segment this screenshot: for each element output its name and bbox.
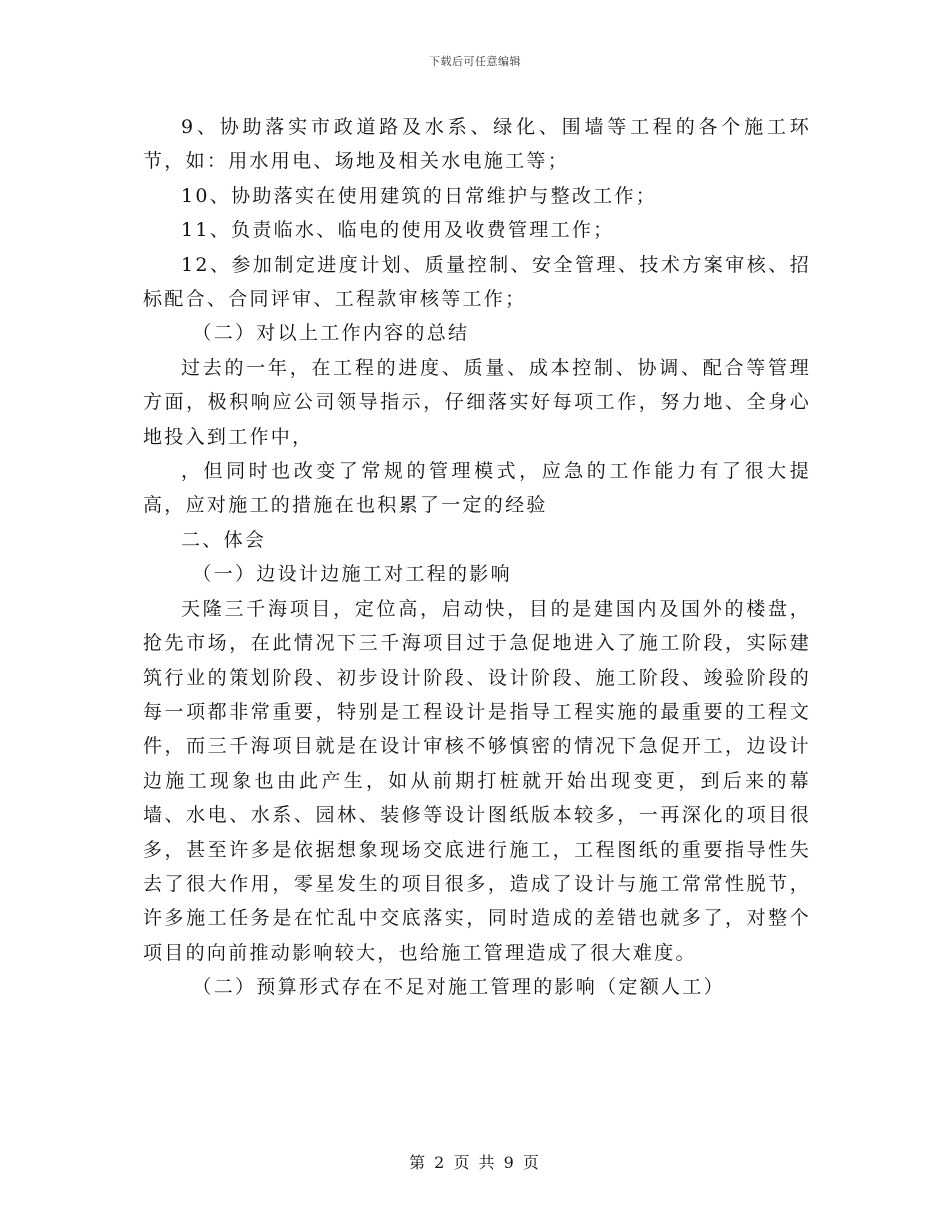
- section-heading-experience: 二、体会: [181, 528, 267, 551]
- subsection-heading-budget: （二）预算形式存在不足对施工管理的影响（定额人工）: [192, 976, 725, 999]
- paragraph-summary-continued: ，但同时也改变了常规的管理模式，应急的工作能力有了很大提高，应对施工的措施在也积累了一定的经验: [143, 460, 811, 517]
- page-header-note: 下载后可任意编辑: [429, 55, 521, 68]
- subsection-heading-design-construction: （一）边设计边施工对工程的影响: [192, 563, 512, 586]
- paragraph-item-12: 12、参加制定进度计划、质量控制、安全管理、技术方案审核、招标配合、合同评审、工程款审核等工作；: [143, 253, 811, 311]
- document-body: [143, 110, 811, 1005]
- paragraph-item-10: 10、协助落实在使用建筑的日常维护与整改工作；: [181, 184, 658, 207]
- paragraph-item-11: 11、负责临水、临电的使用及收费管理工作；: [181, 219, 615, 242]
- section-heading-summary: （二）对以上工作内容的总结: [192, 322, 470, 345]
- page-number: 第 2 页 共 9 页: [409, 1153, 541, 1172]
- paragraph-design-construction: 天隆三千海项目，定位高，启动快，目的是建国内及国外的楼盘，抢先市场，在此情况下三千海项目过于急促地进入了施工阶段，实际建筑行业的策划阶段、初步设计阶段、设计阶段、施工阶段、竣验阶段的每一项都非常重要，特别是工程设计是指导工程实施的最重要的工程文件，而三千海项目就是在设计审核不够慎密的情况下急促开工，边设计边施工现象也由此产生，如从前期打桩就开始出现变更，到后来的幕墙、水电、水系、园林、装修等设计图纸版本较多，一再深化的项目很多，甚至许多是依据想象现场交底进行施工，工程图纸的重要指导性失去了很大作用，零星发生的项目很多，造成了设计与施工常常性脱节，许多施工任务是在忙乱中交底落实，同时造成的差错也就多了，对整个项目的向前推动影响较大，也给施工管理造成了很大难度。: [143, 597, 811, 964]
- paragraph-summary: 过去的一年，在工程的进度、质量、成本控制、协调、配合等管理方面，极积响应公司领导指示，仔细落实好每项工作，努力地、全身心地投入到工作中，: [143, 356, 811, 448]
- paragraph-item-9: 9、协助落实市政道路及水系、绿化、围墙等工程的各个施工环节，如：用水用电、场地及相关水电施工等；: [143, 116, 811, 173]
